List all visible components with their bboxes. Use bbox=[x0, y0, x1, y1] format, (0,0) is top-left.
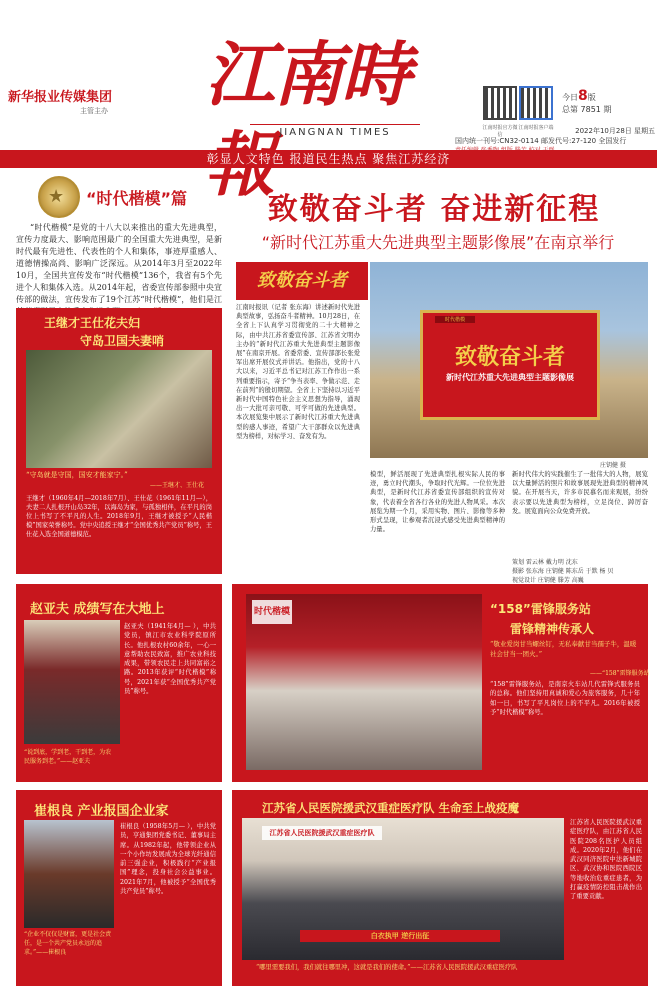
panel5-photo-banner: 白衣执甲 逆行出征 bbox=[300, 930, 500, 942]
panel3-photo bbox=[24, 820, 114, 928]
panel4-text: “158”雷锋服务站，是南京火车站几代雷锋式服务员的总称。他们坚持用真诚和爱心为旅客服务，几十年如一日，书写了平凡岗位上的不平凡。2016年被授予“时代楷模”称号。 bbox=[490, 681, 640, 716]
panel2-text: 赵亚夫（1941年4月— ），中共党员，镇江市农业科学院原所长。他扎根农村60余年，一心一意帮助农民致富，推广农业科技成果，带领农民走上共同富裕之路。2013年获评“时代楷模”称号，2021年获“全国优秀共产党员”称号。 bbox=[124, 623, 216, 696]
issue-label: 今日 bbox=[562, 93, 578, 102]
slogan: 彰显人文特色 报道民生热点 聚焦江苏经济 bbox=[206, 152, 451, 166]
exhibition-banner-title: 致敬奋斗者 bbox=[454, 345, 565, 370]
panel1-photo bbox=[26, 350, 212, 468]
panel5-photo-sign: 江苏省人民医院援武汉重症医疗队 bbox=[262, 826, 382, 840]
panel5-title: 江苏省人民医院援武汉重症医疗队 生命至上战疫魔 bbox=[262, 801, 520, 815]
exhibition-banner-subtitle: 新时代江苏重大先进典型主题影像展 bbox=[446, 373, 574, 382]
group-logo bbox=[8, 86, 168, 116]
wechat-qr-code bbox=[483, 86, 517, 120]
issue-info bbox=[562, 88, 652, 115]
panel4-title-2: 雷锋精神传承人 bbox=[510, 622, 595, 636]
intro-body: “时代楷模”是党的十八大以来推出的重大先进典型，宣传力度最大、影响范围最广的全国重大先进典型，是新时代最有先进性、代表性的个人和集体，事迹厚重感人、道德情操高尚、影响广泛深远。从2014年3月至2022年10月，全国共宣传发布“时代楷模”136个，我省有5个先进个人和集体入选。从2014年起，省委宣传部参照中央宣传部的做法，宣传发布了19个江苏“时代楷模”，他们是江 bbox=[16, 223, 222, 304]
intro-title: “时代楷模”篇 bbox=[86, 189, 188, 208]
article-credits: 策划 雷云林 戴力明 沈东 摄影 张东海 庄钥健 陈东岳 于默 杨 贝 视觉设计 庄钥健 滕芳 高巍 bbox=[512, 559, 614, 584]
article-column-1: 江南时报讯（记者 张东海）讲述新时代先进典型故事，弘扬奋斗者精神。10月28日，在全省上下认真学习贯彻党的二十大精神之际，由中共江苏省委宣传部、江苏省文明办主办的“新时代江苏重大先进典型主题影像展”在南京开展。省委常委、宣传部部长张爱军出席开展仪式并讲话。他指出，党的十八大以来，习近平总书记对江苏工作作出一系列重要指示，寄予“争当表率、争做示范、走在前列”的殷切期望。全省上下坚持以习近平新时代中国特色社会主义思想为指导，涌现出一大批可亲可敬、可学可做的先进典型。本次展览集中展示了新时代江苏重大先进典型的感人事迹，希望广大干部群众以先进典型为榜样，对标学习、奋发有为。 bbox=[236, 304, 360, 440]
issue-pages-unit: 版 bbox=[587, 93, 596, 102]
panel4-photo-sign: 时代楷模 bbox=[252, 600, 292, 624]
group-name: 新华报业传媒集团 bbox=[8, 90, 113, 105]
panel2-quote: “说到底，学到老，干到老，为农民服务到老。”——赵亚夫 bbox=[24, 749, 112, 765]
publication-codes: 国内统一刊号:CN32-0114 邮发代号:27-120 全国发行 bbox=[455, 137, 627, 145]
star-icon: ★ bbox=[48, 186, 65, 207]
panel3-quote: “企业不仅仅是财富，更是社会责任，是一个共产党员永远的追求。”——崔根良 bbox=[24, 931, 112, 956]
article-column-2: 模型，鲜活展现了先进典型扎根实际人民的事迹，勇立时代潮头，争取时代光辉。一位位先进典型，是新时代江苏省委宣传部组织的宣传对象，代表着全省各行各业的先进人物风采。本次展览为期一个月，采用实物、图片、影像等多种形式呈现，让参观者沉浸式感受先进典型精神的力量。 bbox=[370, 471, 505, 534]
exhibition-banner-tag: 时代楷模 bbox=[435, 316, 475, 323]
article-title-graphic-text: 致敬奋斗者 bbox=[257, 270, 347, 291]
panel1-quote-source: ——王继才、王仕花 bbox=[150, 482, 205, 489]
photo-credit: 庄钥健 摄 bbox=[600, 462, 626, 469]
issue-date: 2022年10月28日 星期五 bbox=[575, 127, 655, 135]
qr-label-app: 江南时报客户端 bbox=[518, 125, 554, 131]
intro-text bbox=[16, 222, 222, 318]
headline: 致敬奋斗者 奋进新征程 bbox=[267, 192, 601, 227]
subheadline: “新时代江苏重大先进典型主题影像展”在南京举行 bbox=[261, 233, 615, 252]
panel1-title-1: 王继才王仕花夫妇 bbox=[44, 316, 141, 330]
panel1-title-2: 守岛卫国夫妻哨 bbox=[80, 334, 165, 348]
article-column-3: 新时代伟大的实践催生了一批伟大的人物，展览以大量鲜活的照片和故事展现先进典型的精神风貌。在开展当天，许多市民慕名而来观展，纷纷表示要以先进典型为榜样，立足岗位、踔厉奋发。展览面向公众免费开放。 bbox=[512, 471, 648, 515]
panel4-quote-source: ——“158”雷锋服务站 bbox=[590, 670, 650, 677]
issue-pages: 8 bbox=[578, 88, 588, 104]
issue-total: 总第 7851 期 bbox=[562, 105, 612, 114]
panel1-quote: “守岛就是守国，国安才能家宁。” bbox=[26, 471, 128, 479]
panel5-text: 江苏省人民医院援武汉重症医疗队，由江苏省人民医院208名医护人员组成。2020年2月，他们在武汉同济医院中法新城院区、武汉协和医院西院区等地收治危重症患者，为打赢疫情防控阻击战作出了重要贡献。 bbox=[570, 819, 642, 901]
paper-title: 江南時 bbox=[205, 33, 409, 116]
panel5-quote: “哪里需要我们，我们就往哪里冲，这就是我们的使命。”——江苏省人民医院援武汉重症医疗队 bbox=[256, 964, 518, 971]
panel1-text: 王继才（1960年4月—2018年7月）、王仕花（1961年11月—），夫妻二人扎根开山岛32年，以海岛为家，与孤独相伴，在平凡的岗位上书写了不平凡的人生。2018年9月，王继才被授予“人民楷模”国家荣誉称号。党中央追授王继才“全国优秀共产党员”称号，王仕花入选全国道德模范。 bbox=[26, 495, 212, 538]
app-qr-code bbox=[519, 86, 553, 120]
qr-label-wechat: 江南时报官方微信 bbox=[482, 125, 518, 138]
panel2-title: 赵亚夫 成绩写在大地上 bbox=[30, 602, 165, 617]
paper-title-en: JIANGNAN TIMES bbox=[250, 124, 420, 138]
panel4-quote: “敬业爱岗甘当螺丝钉，无私奉献甘当孺子牛，温暖社会甘当一团火。” bbox=[490, 640, 637, 658]
panel2-photo bbox=[24, 620, 120, 744]
panel3-text: 崔根良（1958年5月— ），中共党员，亨通集团党委书记、董事局主席。从1982年起，他带领企业从一个小作坊发展成为全球光纤通信前三强企业，积极践行“产业报国”理念，投身社会公益事业。2021年7月，他被授予“全国优秀共产党员”称号。 bbox=[120, 823, 216, 896]
panel3-title: 崔根良 产业报国企业家 bbox=[34, 804, 169, 819]
panel4-title-1: “158”雷锋服务站 bbox=[490, 602, 591, 616]
group-sub: 主管主办 bbox=[80, 107, 108, 115]
